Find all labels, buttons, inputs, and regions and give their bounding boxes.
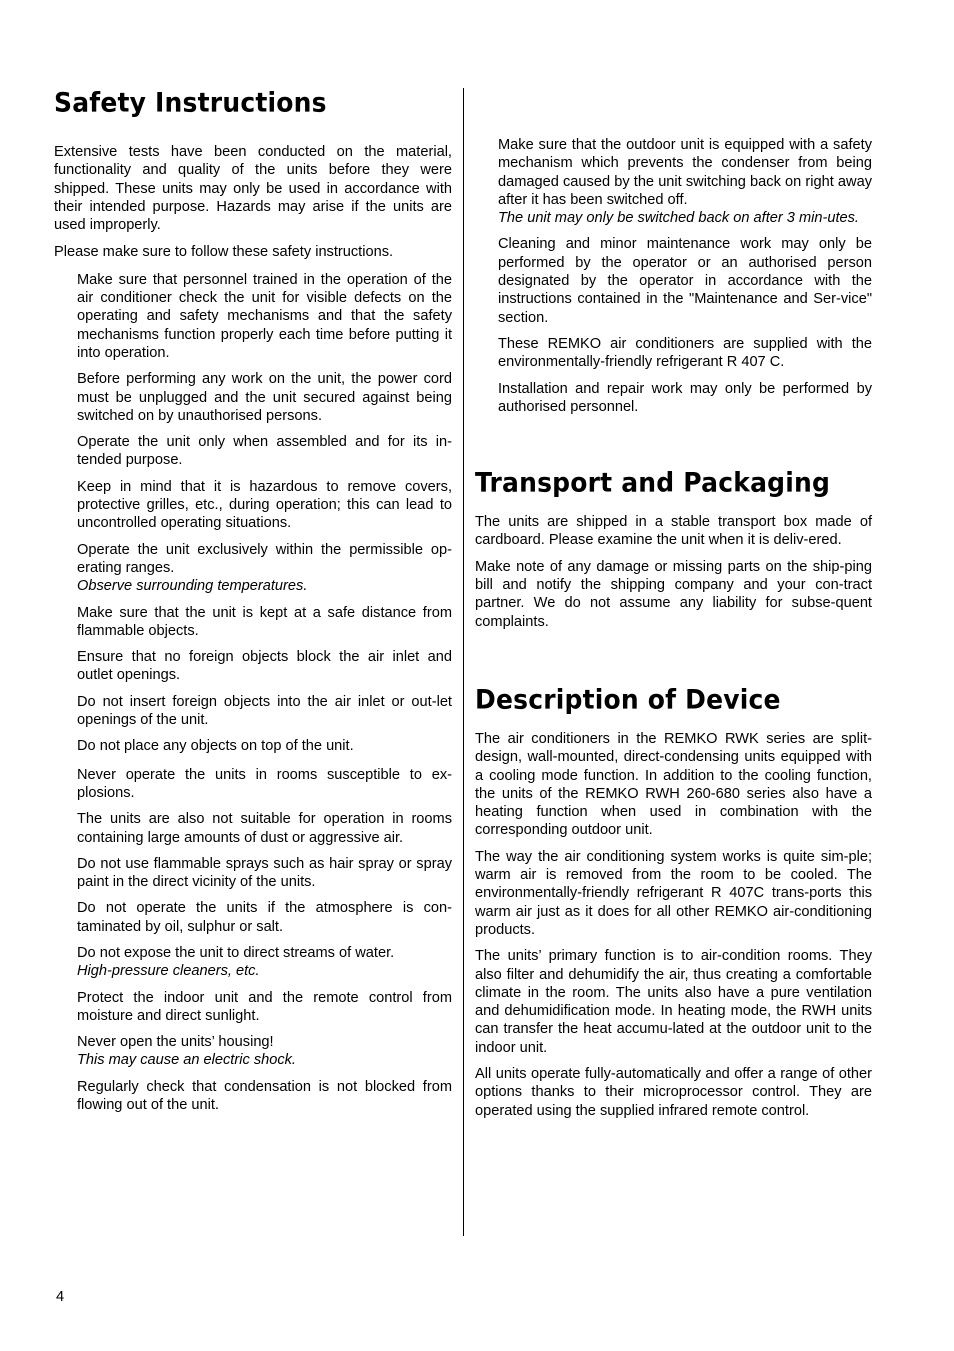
safety-item-text: Operate the unit exclusively within the permissible op-erating ranges.: [77, 541, 452, 576]
description-of-device-heading: Description of Device: [475, 684, 781, 715]
safety-item-text: Keep in mind that it is hazardous to remove covers, protective grilles, etc., during operation; this can lead to uncontrolled operating situations.: [77, 478, 452, 532]
safety-item: [77, 1033, 452, 1070]
safety-item: [498, 380, 872, 417]
description-paragraph: The way the air conditioning system works is quite sim-ple; warm air is removed from the room to be cooled. The environmentally-friendly refrigerant R 407C trans-ports this warm air just as it does for all other REMKO air-conditioning products.: [475, 848, 872, 938]
safety-item: [498, 136, 872, 227]
safety-item: [77, 810, 452, 847]
safety-item-text: These REMKO air conditioners are supplied with the environmentally-friendly refrigerant R 407 C.: [498, 335, 872, 371]
safety-instructions-heading: Safety Instructions: [54, 87, 327, 118]
safety-item-text: Make sure that personnel trained in the operation of the air conditioner check the unit for visible defects on the operating and safety mechanisms and that the safety mechanisms function properly each time before putting it into operation.: [77, 271, 452, 361]
safety-item-text: Protect the indoor unit and the remote control from moisture and direct sunlight.: [77, 989, 452, 1024]
safety-item-text: Never open the units’ housing!: [77, 1034, 274, 1051]
left-column: [54, 88, 452, 1122]
right-column: [475, 136, 872, 1128]
safety-item-note: This may cause an electric shock.: [77, 1052, 296, 1069]
safety-item: [77, 271, 452, 362]
safety-item-text: Do not operate the units if the atmosphere is con-taminated by oil, sulphur or salt.: [77, 900, 452, 935]
description-paragraph: All units operate fully-automatically and offer a range of other options thanks to their microprocessor control. They are operated using the supplied infrared remote control.: [475, 1065, 872, 1119]
safety-item: [498, 335, 872, 372]
safety-item-text: Do not place any objects on top of the unit.: [77, 738, 354, 755]
safety-item: [77, 433, 452, 470]
safety-item-text: Operate the unit only when assembled and for its in-tended purpose.: [77, 434, 452, 469]
safety-intro-follow: Please make sure to follow these safety instructions.: [54, 244, 394, 261]
safety-item: [77, 899, 452, 936]
description-paragraph: The air conditioners in the REMKO RWK series are split-design, wall-mounted, direct-condensing units equipped with a cooling mode function. In addition to the cooling function, the units of the REMKO RWH 260-680 series also have a heating function when used in combination with the corresponding outdoor unit.: [475, 730, 872, 839]
page-number: 4: [56, 1289, 65, 1305]
safety-item-text: Do not insert foreign objects into the air inlet or out-let openings of the unit.: [77, 693, 452, 729]
safety-item-text: Before performing any work on the unit, the power cord must be unplugged and the unit secured against being switched on by unauthorised persons.: [77, 371, 452, 424]
safety-item: [498, 235, 872, 326]
safety-item: [77, 944, 452, 981]
safety-item: [77, 989, 452, 1026]
safety-item: [77, 693, 452, 730]
safety-item-text: Cleaning and minor maintenance work may only be performed by the operator or an authorised person designated by the operator in accordance with the instructions contained in the "Maintenance and Ser-vice" section.: [498, 236, 872, 326]
safety-item: [77, 648, 452, 685]
safety-item: [77, 478, 452, 533]
safety-item-note: Observe surrounding temperatures.: [77, 578, 308, 595]
safety-item-text: Installation and repair work may only be performed by authorised personnel.: [498, 380, 872, 415]
column-divider: [463, 88, 464, 1236]
safety-item: [77, 370, 452, 425]
transport-paragraph: The units are shipped in a stable transport box made of cardboard. Please examine the unit when it is deliv-ered.: [475, 514, 872, 549]
transport-packaging-heading: Transport and Packaging: [475, 467, 831, 498]
safety-item: [77, 604, 452, 641]
safety-item-text: Do not use flammable sprays such as hair spray or spray paint in the direct vicinity of the units.: [77, 855, 452, 891]
safety-item: [77, 766, 452, 803]
safety-item-text: Make sure that the outdoor unit is equipped with a safety mechanism which prevents the condenser from being damaged caused by the unit switching back on right away after it has been switched off.: [498, 137, 872, 208]
safety-intro-paragraph: Extensive tests have been conducted on the material, functionality and quality of the units before they were shipped. These units may only be used in accordance with their intended purpose. Hazards may arise if the units are used improperly.: [54, 144, 452, 234]
transport-paragraph: Make note of any damage or missing parts on the ship-ping bill and notify the shipping company and your con-tract partner. We do not assume any liability for subse-quent complaints.: [475, 558, 872, 630]
safety-item: [77, 855, 452, 892]
safety-item: [77, 737, 452, 755]
safety-item: [77, 1078, 452, 1115]
safety-item: [77, 541, 452, 596]
safety-item-text: Never operate the units in rooms susceptible to ex-plosions.: [77, 766, 452, 801]
safety-item-text: Make sure that the unit is kept at a safe distance from flammable objects.: [77, 604, 452, 639]
safety-item-text: Ensure that no foreign objects block the air inlet and outlet openings.: [77, 649, 452, 684]
safety-item-note: High-pressure cleaners, etc.: [77, 963, 260, 980]
safety-item-note: The unit may only be switched back on after 3 min-utes.: [498, 210, 859, 227]
safety-item-text: Regularly check that condensation is not blocked from flowing out of the unit.: [77, 1078, 452, 1114]
safety-item-text: The units are also not suitable for operation in rooms containing large amounts of dust or aggressive air.: [77, 811, 452, 846]
safety-item-text: Do not expose the unit to direct streams of water.: [77, 944, 395, 961]
description-paragraph: The units’ primary function is to air-condition rooms. They also filter and dehumidify the air, thus creating a comfortable climate in the room. The units also have a pure ventilation and dehumidification mode. In heating mode, the RWH units can transfer the heat accumu-lated at the outdoor unit to the indoor unit.: [475, 948, 872, 1056]
